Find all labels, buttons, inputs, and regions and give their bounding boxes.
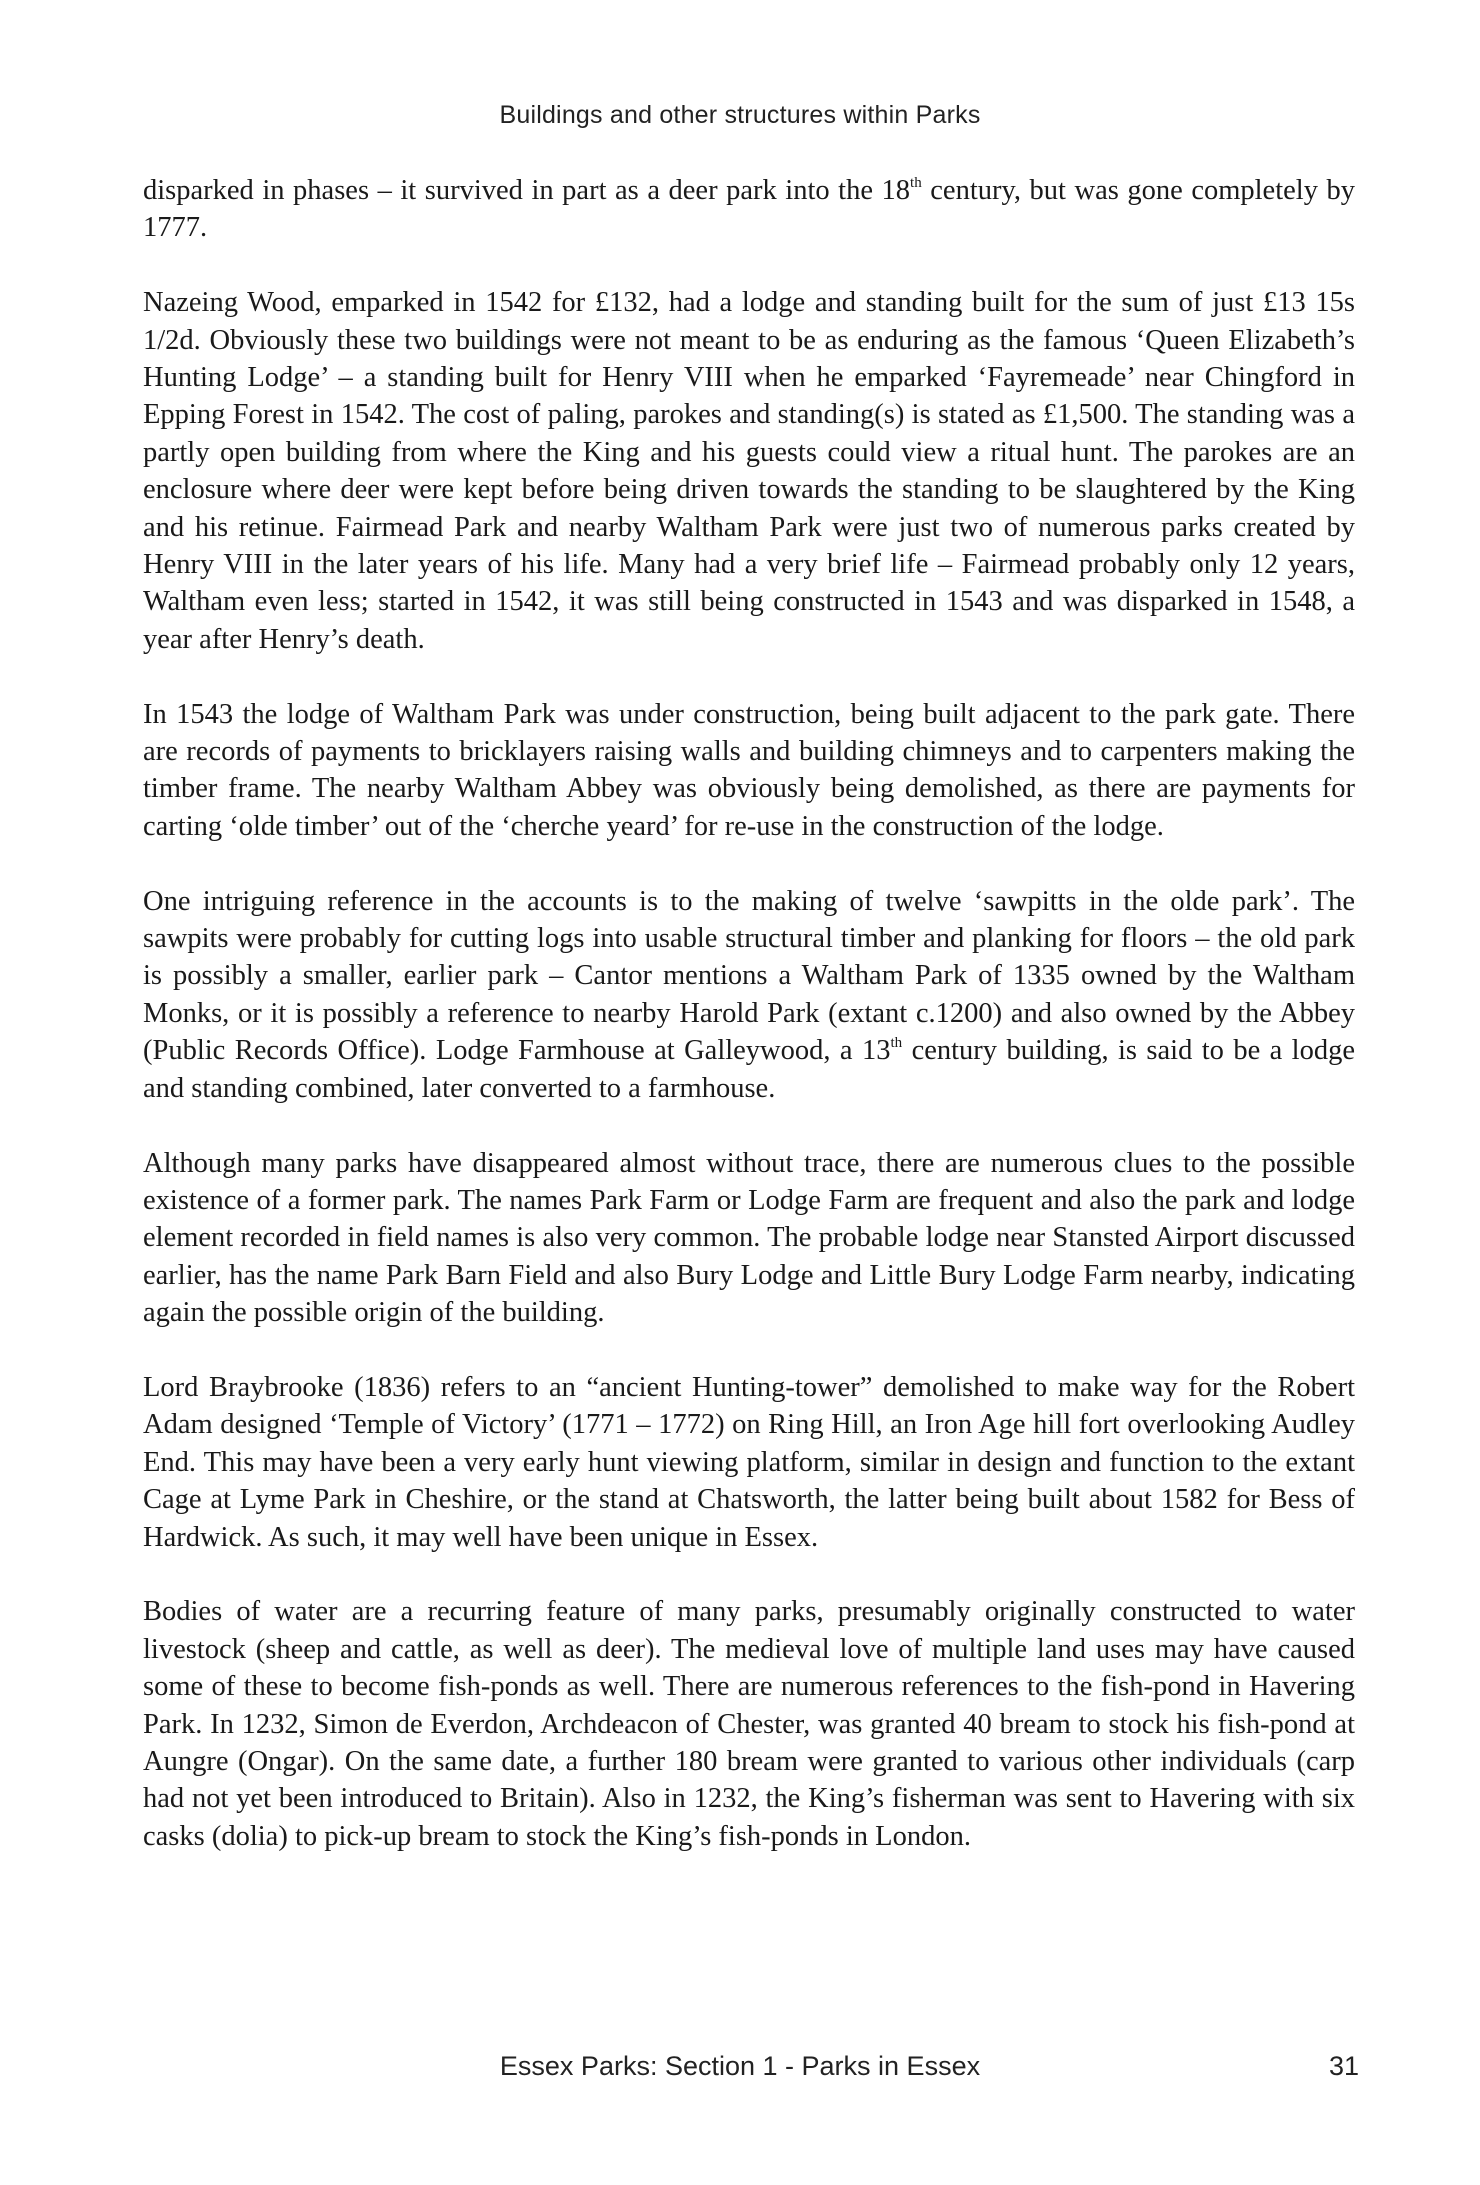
paragraph-1 (143, 172, 1355, 247)
paragraph-4 (143, 883, 1355, 1107)
footer-publication-title: Essex Parks: Section 1 - Parks in Essex (499, 2051, 981, 2081)
paragraph-7: Bodies of water are a recurring feature of many parks, presumably originally constructed to water livestock (sheep and cattle, as well as deer). The medieval love of multiple land uses may have caused some of these to become fish-ponds as well. There are numerous references to the fish-pond in Havering Park. In 1232, Simon de Everdon, Archdeacon of Chester, was granted 40 bream to stock his fish-pond at Aungre (Ongar). On the same date, a further 180 bream were granted to various other individuals (carp had not yet been introduced to Britain). Also in 1232, the King’s fisherman was sent to Havering with six casks (dolia) to pick-up bream to stock the King’s fish-ponds in London. (143, 1596, 1355, 1852)
paragraph-4-text-a: One intriguing reference in the accounts is to the making of twelve ‘sawpitts in the olde park’. The sawpits were probably for cutting logs into usable structural timber and planking for floors – the old park is possibly a smaller, earlier park – Cantor mentions a Waltham Park of 1335 owned by the Waltham Monks, or it is possibly a reference to nearby Harold Park (extant c.1200) and also owned by the Abbey (Public Records Office). Lodge Farmhouse at Galleywood, a 13 (143, 885, 1355, 1067)
page-number: 31 (1328, 2051, 1359, 2081)
paragraph-4-text-b: century building, is said to be a lodge and standing combined, later converted to a farmhouse. (143, 1035, 1356, 1104)
paragraph-1-text-b: century, but was gone completely by 1777. (143, 175, 1355, 244)
paragraph-2: Nazeing Wood, emparked in 1542 for £132, had a lodge and standing built for the sum of just £13 15s 1/2d. Obviously these two buildings were not meant to be as enduring as the famous ‘Queen Elizabeth’s Hunting Lodge’ – a standing built for Henry VIII when he emparked ‘Fayremeade’ near Chingford in Epping Forest in 1542. The cost of paling, parokes and standing(s) is stated as £1,500. The standing was a partly open building from where the King and his guests could view a ritual hunt. The parokes are an enclosure where deer were kept before being driven towards the standing to be slaughtered by the King and his retinue. Fairmead Park and nearby Waltham Park were just two of numerous parks created by Henry VIII in the later years of his life. Many had a very brief life – Fairmead probably only 12 years, Waltham even less; started in 1542, it was still being constructed in 1543 and was disparked in 1548, a year after Henry’s death. (143, 287, 1355, 655)
paragraph-3: In 1543 the lodge of Waltham Park was under construction, being built adjacent to the park gate. There are records of payments to bricklayers raising walls and building chimneys and to carpenters making the timber frame. The nearby Waltham Abbey was obviously being demolished, as there are payments for carting ‘olde timber’ out of the ‘cherche yeard’ for re-use in the construction of the lodge. (143, 698, 1355, 842)
paragraph-6: Lord Braybrooke (1836) refers to an “ancient Hunting-tower” demolished to make way for the Robert Adam designed ‘Temple of Victory’ (1771 – 1772) on Ring Hill, an Iron Age hill fort overlooking Audley End. This may have been a very early hunt viewing platform, similar in design and function to the extant Cage at Lyme Park in Cheshire, or the stand at Chatsworth, the latter being built about 1582 for Bess of Hardwick. As such, it may well have been unique in Essex. (143, 1371, 1355, 1553)
running-header: Buildings and other structures within Parks (499, 101, 981, 129)
paragraph-1-text-a: disparked in phases – it survived in part as a deer park into the 18 (143, 175, 911, 206)
paragraph-5: Although many parks have disappeared almost without trace, there are numerous clues to the possible existence of a former park. The names Park Farm or Lodge Farm are frequent and also the park and lodge element recorded in field names is also very common. The probable lodge near Stansted Airport discussed earlier, has the name Park Barn Field and also Bury Lodge and Little Bury Lodge Farm nearby, indicating again the possible origin of the building. (143, 1147, 1355, 1329)
ordinal-superscript: th (890, 1035, 903, 1052)
body-text (143, 172, 1355, 1893)
ordinal-superscript: th (910, 175, 922, 191)
